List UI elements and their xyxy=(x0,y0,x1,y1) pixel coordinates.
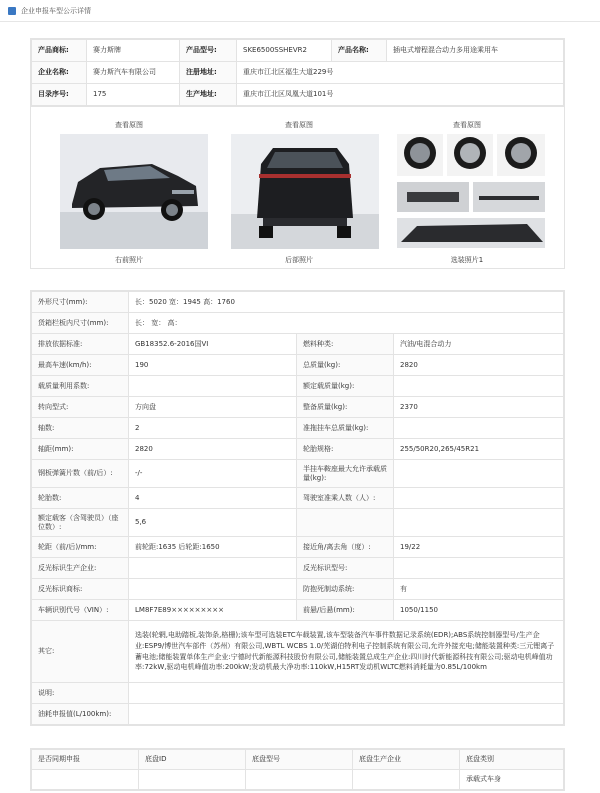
note-label: 说明: xyxy=(32,683,129,704)
spec-value xyxy=(394,558,564,579)
column-header: 底盘ID xyxy=(139,750,246,770)
document-icon xyxy=(8,7,16,15)
table-row xyxy=(32,313,564,334)
spec-label: 额定载质量(kg): xyxy=(297,376,394,397)
view-original-link[interactable]: 查看原图 xyxy=(453,121,481,129)
chassis-table xyxy=(30,748,565,791)
car-rear-photo[interactable] xyxy=(231,134,379,249)
column-header: 是否同期申报 xyxy=(32,750,139,770)
table-row xyxy=(32,621,564,683)
cargo-label: 货箱栏板内尺寸(mm): xyxy=(32,313,129,334)
product-name-value: 插电式增程混合动力多用途乘用车 xyxy=(387,40,564,62)
spec-value: GB18352.6-2016国VI xyxy=(129,334,297,355)
spec-value xyxy=(394,376,564,397)
spec-label: 排放依据标准: xyxy=(32,334,129,355)
spec-label: 轴数: xyxy=(32,418,129,439)
company-label: 企业名称: xyxy=(32,62,87,84)
table-row xyxy=(32,418,564,439)
spec-label xyxy=(297,509,394,537)
spec-value xyxy=(394,488,564,509)
table-row xyxy=(32,397,564,418)
table-row xyxy=(32,579,564,600)
spec-label: 准拖挂车总质量(kg): xyxy=(297,418,394,439)
table-header-row xyxy=(32,750,564,770)
spec-label: 反光标识生产企业: xyxy=(32,558,129,579)
brand-label: 产品商标: xyxy=(32,40,87,62)
spec-label: 反光标识商标: xyxy=(32,579,129,600)
spec-label: 最高车速(km/h): xyxy=(32,355,129,376)
table-row xyxy=(32,537,564,558)
spec-value: LM8F7E89××××××××× xyxy=(129,600,297,621)
spec-label: 整备质量(kg): xyxy=(297,397,394,418)
table-row xyxy=(32,683,564,704)
table-row xyxy=(32,439,564,460)
spec-value: -/- xyxy=(129,460,297,488)
spec-label: 车辆识别代号（VIN）: xyxy=(32,600,129,621)
table-row xyxy=(32,292,564,313)
spec-value: 1050/1150 xyxy=(394,600,564,621)
fuel-consumption-label: 油耗申报值(L/100km): xyxy=(32,704,129,725)
page-header xyxy=(0,0,600,22)
spec-label: 总质量(kg): xyxy=(297,355,394,376)
table-cell: 承载式车身 xyxy=(460,770,564,790)
table-row xyxy=(32,704,564,725)
reg-address-value: 重庆市江北区福生大道229号 xyxy=(237,62,564,84)
spec-value: 2 xyxy=(129,418,297,439)
table-row xyxy=(32,376,564,397)
spec-label: 轮胎规格: xyxy=(297,439,394,460)
basic-info-table xyxy=(30,38,565,107)
spec-value xyxy=(129,376,297,397)
company-value: 赛力斯汽车有限公司 xyxy=(87,62,180,84)
spec-value: 有 xyxy=(394,579,564,600)
spec-label: 驾驶室准乘人数（人）: xyxy=(297,488,394,509)
spec-label: 接近角/离去角（度）: xyxy=(297,537,394,558)
table-row xyxy=(32,509,564,537)
spec-label: 额定载客（含驾驶员）（座位数）: xyxy=(32,509,129,537)
table-row xyxy=(32,40,564,62)
photo-caption: 右前照片 xyxy=(115,256,143,264)
fuel-consumption-value xyxy=(129,704,564,725)
spec-value xyxy=(394,509,564,537)
column-header: 底盘生产企业 xyxy=(353,750,460,770)
table-cell xyxy=(246,770,353,790)
other-value: 选装(轮辋,电助踏板,装饰条,格栅);该车型可选装ETC车载装置,该车型装备汽车事件数据记录系统(EDR);ABS系统控制器型号/生产企业:ESP9/博世汽车部件（苏州）有限公司,WBTL WCBS 1.0/芜湖伯特利电子控制系统有限公司,允许外接充电;储能装置种类:三元锂离子蓄电池;储能装置单体生产企业:宁德时代新能源科技股份有限公司,储能装置总成生产企业:四川时代新能源科技有限公司;驱动电机峰值功率:72kW,驱动电机峰值功率:200kW;发动机最大净功率:110kW,H15RT发动机WLTC燃料消耗量为0.85L/100km xyxy=(129,621,564,683)
other-label: 其它: xyxy=(32,621,129,683)
column-header: 底盘型号 xyxy=(246,750,353,770)
photo-caption: 后部照片 xyxy=(285,256,313,264)
spec-label: 钢板弹簧片数（前/后）: xyxy=(32,460,129,488)
note-value xyxy=(129,683,564,704)
spec-value: 2370 xyxy=(394,397,564,418)
spec-value: 19/22 xyxy=(394,537,564,558)
table-row xyxy=(32,488,564,509)
dims-value: 长：5020 宽：1945 高：1760 xyxy=(129,292,564,313)
spec-value: 190 xyxy=(129,355,297,376)
spec-value: 方向盘 xyxy=(129,397,297,418)
spec-value xyxy=(129,558,297,579)
spec-label: 轮距（前/后)/mm: xyxy=(32,537,129,558)
spec-label: 燃料种类: xyxy=(297,334,394,355)
spec-label: 反光标识型号: xyxy=(297,558,394,579)
spec-label: 轴距(mm): xyxy=(32,439,129,460)
spec-value: 2820 xyxy=(129,439,297,460)
spec-label: 半挂车鞍座最大允许承载质量(kg): xyxy=(297,460,394,488)
view-original-link[interactable]: 查看原图 xyxy=(115,121,143,129)
table-row xyxy=(32,460,564,488)
model-label: 产品型号: xyxy=(180,40,237,62)
column-header: 底盘类别 xyxy=(460,750,564,770)
spec-label: 轮胎数: xyxy=(32,488,129,509)
spec-value xyxy=(394,418,564,439)
spec-label: 转向型式: xyxy=(32,397,129,418)
optional-parts-photo[interactable] xyxy=(397,134,545,249)
brand-value: 赛力斯牌 xyxy=(87,40,180,62)
table-row xyxy=(32,600,564,621)
model-value: SKE6500SSHEVR2 xyxy=(237,40,332,62)
spec-value xyxy=(129,579,297,600)
table-row xyxy=(32,334,564,355)
reg-address-label: 注册地址: xyxy=(180,62,237,84)
spec-value: 2820 xyxy=(394,355,564,376)
view-original-link[interactable]: 查看原图 xyxy=(285,121,313,129)
catalog-no-value: 175 xyxy=(87,84,180,106)
product-name-label: 产品名称: xyxy=(332,40,387,62)
spec-label: 前悬/后悬(mm): xyxy=(297,600,394,621)
spec-value: 255/50R20,265/45R21 xyxy=(394,439,564,460)
photo-caption: 选装照片1 xyxy=(450,256,484,264)
cargo-value: 长： 宽： 高： xyxy=(129,313,564,334)
table-row xyxy=(32,558,564,579)
spec-value: 4 xyxy=(129,488,297,509)
table-cell xyxy=(139,770,246,790)
table-row xyxy=(32,84,564,106)
table-cell xyxy=(353,770,460,790)
car-front-right-photo[interactable] xyxy=(60,134,208,249)
table-row xyxy=(32,355,564,376)
dims-label: 外形尺寸(mm): xyxy=(32,292,129,313)
table-row xyxy=(32,62,564,84)
table-row xyxy=(32,770,564,790)
spec-label: 防抱死制动系统: xyxy=(297,579,394,600)
prod-address-value: 重庆市江北区凤凰大道101号 xyxy=(237,84,564,106)
table-cell xyxy=(32,770,139,790)
spec-value: 前轮距:1635 后轮距:1650 xyxy=(129,537,297,558)
photo-gallery xyxy=(30,104,565,269)
catalog-no-label: 目录序号: xyxy=(32,84,87,106)
prod-address-label: 生产地址: xyxy=(180,84,237,106)
spec-label: 载质量利用系数: xyxy=(32,376,129,397)
spec-value xyxy=(394,460,564,488)
spec-table xyxy=(30,290,565,726)
page-title: 企业申报车型公示详情 xyxy=(21,6,91,15)
spec-value: 5,6 xyxy=(129,509,297,537)
spec-value: 汽油/电混合动力 xyxy=(394,334,564,355)
